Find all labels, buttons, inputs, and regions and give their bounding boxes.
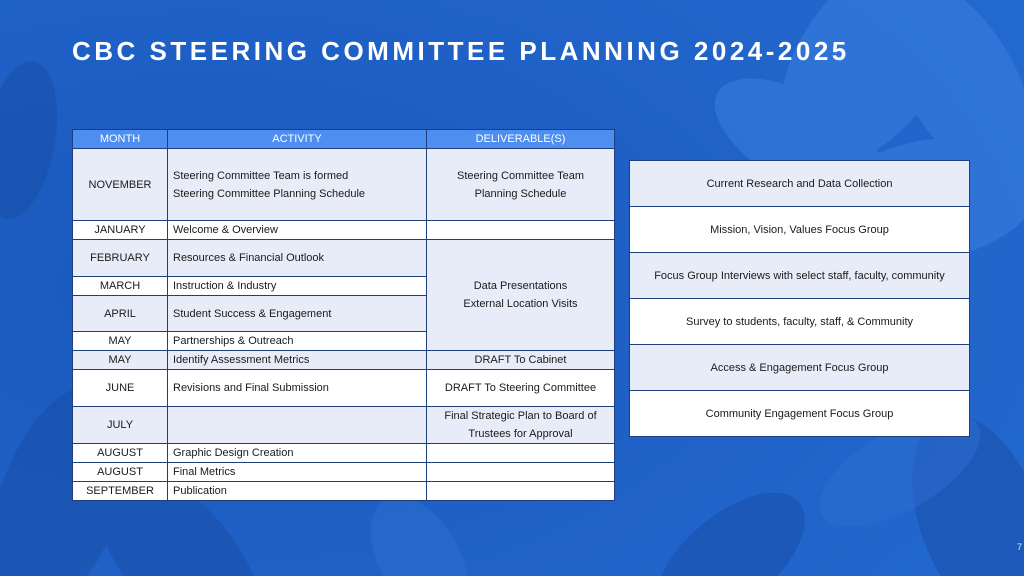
activity-cell: Resources & Financial Outlook — [168, 240, 427, 277]
table-row — [73, 463, 615, 482]
activity-cell: Student Success & Engagement — [168, 296, 427, 332]
list-item — [630, 253, 970, 299]
page-number: 7 — [1016, 542, 1022, 552]
activity-cell: Identify Assessment Metrics — [168, 351, 427, 370]
activity-line: Steering Committee Planning Schedule — [173, 187, 366, 200]
deliverable-line: External Location Visits — [463, 298, 578, 310]
table-row — [73, 221, 615, 240]
activity-header: ACTIVITY — [168, 130, 427, 149]
table-row — [73, 482, 615, 501]
activity-cell: Final Metrics — [168, 463, 427, 482]
table-row — [73, 149, 615, 221]
deliverable-cell — [427, 407, 615, 444]
focus-group-cell: Focus Group Interviews with select staff, faculty, community — [630, 253, 970, 299]
list-item — [630, 345, 970, 391]
month-cell: FEBRUARY — [73, 240, 168, 277]
table-row — [73, 370, 615, 407]
activity-cell: Publication — [168, 482, 427, 501]
list-item — [630, 391, 970, 437]
month-cell: APRIL — [73, 296, 168, 332]
focus-group-cell: Mission, Vision, Values Focus Group — [630, 207, 970, 253]
deliverable-cell: DRAFT To Cabinet — [427, 351, 615, 370]
list-item — [630, 207, 970, 253]
activity-cell — [168, 407, 427, 444]
focus-group-cell: Access & Engagement Focus Group — [630, 345, 970, 391]
table-row — [73, 407, 615, 444]
table-row — [73, 351, 615, 370]
table-row — [73, 444, 615, 463]
deliverable-cell: DRAFT To Steering Committee — [427, 370, 615, 407]
deliverable-line: Data Presentations — [473, 280, 568, 292]
activity-cell: Instruction & Industry — [168, 277, 427, 296]
deliverable-cell — [427, 444, 615, 463]
table-header-row — [73, 130, 615, 149]
planning-schedule-table — [72, 129, 615, 501]
month-cell: NOVEMBER — [73, 149, 168, 221]
deliverable-line: Planning Schedule — [474, 187, 567, 200]
deliverable-line: Final Strategic Plan to Board of — [444, 410, 597, 422]
merged-deliverable-cell — [427, 240, 615, 351]
deliverable-line: Trustees for Approval — [468, 428, 573, 440]
month-cell: AUGUST — [73, 463, 168, 482]
activity-cell: Welcome & Overview — [168, 221, 427, 240]
activity-cell — [168, 149, 427, 221]
deliverable-header: DELIVERABLE(S) — [427, 130, 615, 149]
table-row — [73, 240, 615, 277]
month-cell: JUNE — [73, 370, 168, 407]
activity-cell: Graphic Design Creation — [168, 444, 427, 463]
deliverable-cell — [427, 463, 615, 482]
month-cell: MARCH — [73, 277, 168, 296]
month-cell: MAY — [73, 351, 168, 370]
deliverable-line: Steering Committee Team — [457, 169, 584, 182]
month-cell: MAY — [73, 332, 168, 351]
activity-line: Steering Committee Team is formed — [173, 169, 349, 182]
deliverable-cell — [427, 149, 615, 221]
focus-group-cell: Community Engagement Focus Group — [630, 391, 970, 437]
month-cell: JULY — [73, 407, 168, 444]
focus-group-cell: Current Research and Data Collection — [630, 161, 970, 207]
focus-groups-table — [629, 160, 970, 437]
list-item — [630, 161, 970, 207]
activity-cell: Partnerships & Outreach — [168, 332, 427, 351]
deliverable-cell — [427, 221, 615, 240]
month-header: MONTH — [73, 130, 168, 149]
month-cell: JANUARY — [73, 221, 168, 240]
deliverable-cell — [427, 482, 615, 501]
month-cell: AUGUST — [73, 444, 168, 463]
month-cell: SEPTEMBER — [73, 482, 168, 501]
slide-title: CBC STEERING COMMITTEE PLANNING 2024-2025 — [72, 36, 850, 66]
list-item — [630, 299, 970, 345]
focus-group-cell: Survey to students, faculty, staff, & Community — [630, 299, 970, 345]
activity-cell: Revisions and Final Submission — [168, 370, 427, 407]
